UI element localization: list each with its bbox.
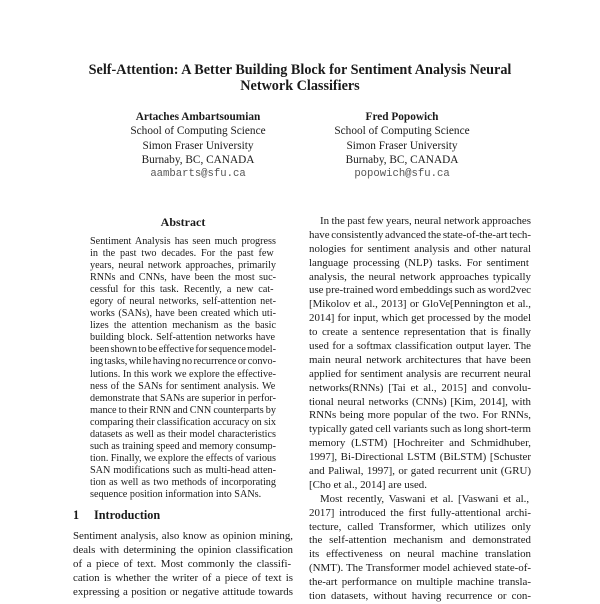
- text-line: have consistently advanced the state-of-the-art tech-: [309, 228, 531, 241]
- text-line: lutions. In this work we explore the effective-: [90, 368, 276, 380]
- text-line: RNNs and CNNs, have been the most suc-: [90, 272, 276, 284]
- author-2: [302, 110, 502, 181]
- intro-left-column: [73, 530, 293, 599]
- title-line-2: Network Classifiers: [240, 78, 360, 94]
- text-line: mance to their RNN and CNN counterparts by: [90, 404, 276, 416]
- text-line: tion as well as two methods of incorporating: [90, 476, 276, 488]
- text-line: been shown to be effective for sequence model-: [90, 344, 276, 356]
- text-line: years, neural network approaches, primarily: [90, 260, 276, 272]
- text-line: expressing a position or negative attitude towards: [73, 585, 293, 598]
- text-line: cation is whether the writer of a piece of text is: [73, 571, 293, 584]
- text-line: Most recently, Vaswani et al. [Vaswani et al.,: [320, 492, 530, 505]
- text-line: 2017] introduced the first fully-attentional archi-: [309, 506, 531, 519]
- text-line: of a piece of text. Most commonly the classifi-: [73, 557, 292, 570]
- text-line: Sentiment analysis, also know as opinion mining,: [73, 530, 293, 542]
- text-line: tional neural networks (CNNs) [Kim, 2014], with: [309, 395, 531, 408]
- author-location: Burnaby, BC, CANADA: [141, 153, 255, 166]
- text-line: to create a sentence representation that is finally: [309, 326, 531, 339]
- text-line: tion datasets, without having recurrence or con-: [309, 590, 531, 603]
- section-heading: [73, 508, 160, 523]
- text-line: in the past two decades. For the past few: [90, 248, 274, 260]
- author-1: [98, 110, 298, 181]
- text-line: networks(RNNs) [Tai et al., 2015] and convolu-: [309, 381, 531, 394]
- text-line: nologies for sentiment analysis and other natural: [309, 242, 531, 255]
- text-line: use pre-trained word embeddings such as word2vec: [309, 284, 531, 297]
- text-line: demonstrate that SANs are superior in perfor-: [90, 392, 276, 404]
- right-column: [309, 215, 531, 604]
- text-line: RNNs being more popular of the two. For RNNs,: [309, 409, 531, 422]
- author-name: Fred Popowich: [365, 111, 439, 123]
- text-line: analysis, the neural network approaches typically: [309, 270, 531, 283]
- text-line: (NMT). The Transformer model achieved state-of-: [309, 562, 531, 575]
- paper-title: [60, 62, 540, 94]
- text-line: typically gated cell variants such as long short-term: [309, 423, 531, 436]
- text-line: comparing their classification accuracy on six: [90, 416, 276, 428]
- text-line: [Mikolov et al., 2013] or GloVe[Pennington et al.,: [309, 298, 531, 311]
- text-line: In the past few years, neural network approaches: [320, 215, 531, 227]
- text-line: lizes the attention mechanism as the basic: [90, 320, 276, 332]
- title-line-1: Self-Attention: A Better Building Block for Sentiment Analysis Neural: [88, 62, 512, 78]
- text-line: and Paliwal, 1997], or gated recurrent unit (GRU): [309, 465, 531, 478]
- text-line: Sentiment Analysis has seen much progress: [90, 236, 276, 247]
- text-line: such as training speed and memory consump-: [90, 440, 276, 452]
- text-line: building block. Self-attention networks have: [90, 332, 276, 344]
- text-line: the-art performance on multiple machine transla-: [309, 576, 531, 589]
- abstract-body: [90, 236, 276, 501]
- author-dept: School of Computing Science: [334, 125, 470, 138]
- text-line: language processing (NLP) tasks. For sentiment: [309, 256, 529, 269]
- author-location: Burnaby, BC, CANADA: [345, 153, 459, 166]
- text-line: 1997], Bi-Directional LSTM (BiLSTM) [Schuster: [309, 451, 531, 464]
- author-email[interactable]: popowich@sfu.ca: [354, 168, 450, 181]
- text-line: applied for sentiment analysis are recurrent neural: [309, 367, 531, 380]
- text-line: datasets as well as their model characteristics: [90, 428, 276, 440]
- text-line: memory (LSTM) [Hochreiter and Schmidhuber,: [309, 437, 531, 450]
- text-line: sequence position information into SANs.: [90, 488, 262, 500]
- text-line: egory of neural networks, self-attention net-: [90, 296, 276, 308]
- text-line: cessful for this task. Recently, a new cat-: [90, 284, 274, 296]
- section-title: Introduction: [94, 508, 161, 522]
- text-line: ness of the SANs for sentiment analysis. We: [90, 380, 276, 392]
- text-line: works (SANs), have been created which uti-: [90, 308, 276, 320]
- text-line: tecture, called Transformer, which utilizes only: [309, 520, 531, 533]
- section-number: 1: [73, 508, 80, 522]
- text-line: deals with determining the opinion classification: [73, 543, 293, 556]
- author-university: Simon Fraser University: [346, 139, 458, 152]
- text-line: the self-attention mechanism and demonstrated: [309, 534, 531, 547]
- abstract-heading: Abstract: [160, 215, 206, 229]
- author-dept: School of Computing Science: [130, 125, 266, 138]
- author-university: Simon Fraser University: [142, 139, 254, 152]
- author-name: Artaches Ambartsoumian: [135, 111, 261, 123]
- text-line: SAN modifications such as multi-head atten-: [90, 464, 276, 476]
- text-line: its effectiveness on neural machine translation: [309, 548, 531, 561]
- text-line: ing tasks, while having no recurrence or convo-: [90, 356, 276, 368]
- text-line: 2014] for input, which get processed by the model: [309, 312, 531, 325]
- text-line: tion. Finally, we explore the effects of various: [90, 452, 276, 464]
- text-line: used for a softmax classification output layer. The: [309, 340, 531, 353]
- text-line: main neural network architectures that have been: [309, 353, 531, 366]
- text-line: [Cho et al., 2014] are used.: [309, 478, 427, 491]
- author-email[interactable]: aambarts@sfu.ca: [150, 168, 246, 181]
